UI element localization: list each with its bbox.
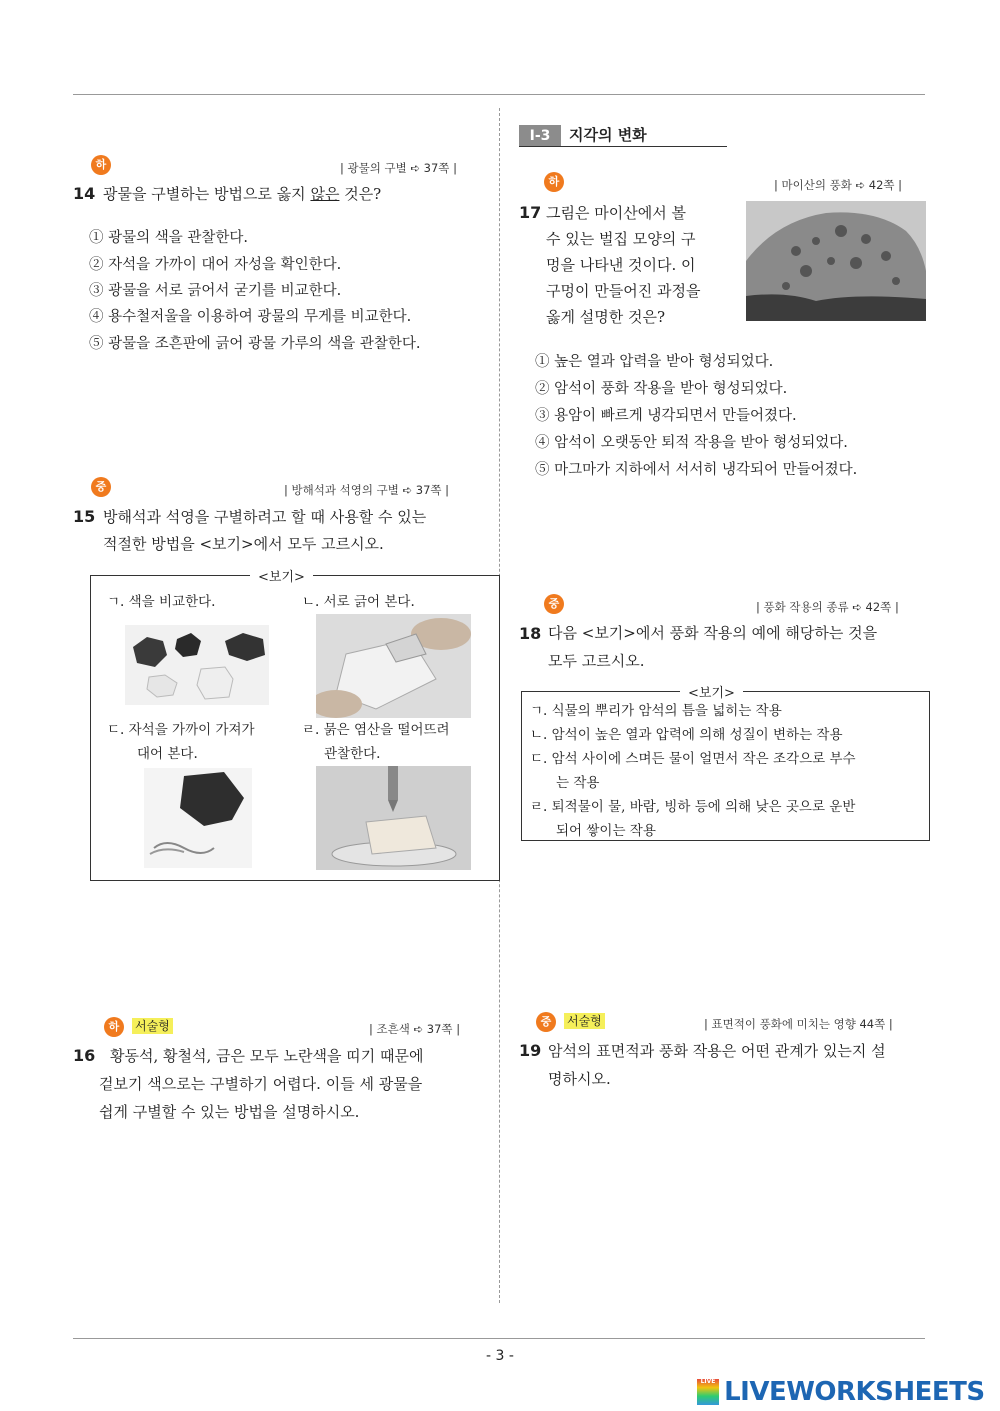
bogi-item-18-r: ㄹ. 퇴적물이 물, 바람, 빙하 등에 의해 낮은 곳으로 운반 [530, 799, 856, 815]
question-text-18-line1: 다음 <보기>에서 풍화 작용의 예에 해당하는 것을 [548, 624, 878, 642]
ref-q17: | 마이산의 풍화 ➪ 42쪽 | [774, 178, 903, 192]
level-badge-q19: 중 [536, 1012, 556, 1032]
bogi-item-15-r-cont: 관찰한다. [324, 746, 381, 762]
level-badge-q16: 하 [104, 1017, 124, 1037]
bogi-item-15-d-cont: 대어 본다. [137, 746, 198, 762]
acid-test-photo [316, 766, 471, 870]
level-badge-q17: 하 [544, 172, 564, 192]
level-badge-q18: 중 [544, 594, 564, 614]
ref-q14: | 광물의 구별 ➪ 37쪽 | [340, 161, 457, 175]
option-14-3[interactable]: ③ 광물을 서로 긁어서 굳기를 비교한다. [89, 283, 342, 299]
bogi-item-18-n: ㄴ. 암석이 높은 열과 압력에 의해 성질이 변하는 작용 [530, 727, 843, 743]
bogi-item-15-r: ㄹ. 묽은 염산을 떨어뜨려 [302, 722, 450, 738]
option-17-5[interactable]: ⑤ 마그마가 지하에서 서서히 냉각되어 만들어졌다. [535, 462, 858, 478]
question-text-17-line3: 멍을 나타낸 것이다. 이 [546, 256, 696, 274]
question-text-18-line2: 모두 고르시오. [548, 652, 645, 670]
ref-q19: | 표면적이 풍화에 미치는 영향 44쪽 | [704, 1017, 893, 1031]
question-text-16-line1: 황동석, 황철석, 금은 모두 노란색을 띠기 때문에 [110, 1047, 424, 1065]
ref-q15: | 방해석과 석영의 구별 ➪ 37쪽 | [284, 483, 450, 497]
level-badge-q15: 중 [91, 477, 111, 497]
brand-name: LIVEWORKSHEETS [724, 1377, 985, 1407]
ref-q16: | 조흔색 ➪ 37쪽 | [369, 1022, 461, 1036]
scratch-test-illustration [316, 614, 471, 718]
option-17-3[interactable]: ③ 용암이 빠르게 냉각되면서 만들어졌다. [535, 408, 797, 424]
option-17-1[interactable]: ① 높은 열과 압력을 받아 형성되었다. [535, 354, 774, 370]
question-text-19-line2: 명하시오. [548, 1070, 611, 1088]
question-text-15-line1: 방해석과 석영을 구별하려고 할 때 사용할 수 있는 [103, 508, 427, 526]
scratch-test-photo [316, 614, 471, 718]
question-number-18: 18 [519, 624, 542, 643]
question-number-14: 14 [73, 184, 96, 203]
bogi-item-18-r-cont: 되어 쌓이는 작용 [556, 823, 656, 839]
bottom-rule [73, 1338, 925, 1339]
top-rule [73, 94, 925, 95]
question-text-16-line3: 쉽게 구별할 수 있는 방법을 설명하시오. [99, 1103, 360, 1121]
level-badge-q14: 하 [91, 155, 111, 175]
option-14-5[interactable]: ⑤ 광물을 조흔판에 긁어 광물 가루의 색을 관찰한다. [89, 336, 421, 352]
question-number-17: 17 [519, 203, 542, 222]
question-text-17-line1: 그림은 마이산에서 볼 [546, 204, 686, 222]
minerals-photo [125, 625, 269, 705]
liveworksheets-logo[interactable] [697, 1377, 985, 1407]
minerals-illustration [125, 625, 269, 705]
option-14-4[interactable]: ④ 용수철저울을 이용하여 광물의 무게를 비교한다. [89, 309, 412, 325]
bogi-title-q18: <보기> [680, 682, 743, 701]
question-text-19-line1: 암석의 표면적과 풍화 작용은 어떤 관계가 있는지 설 [548, 1042, 886, 1060]
section-underline [519, 146, 727, 147]
question-text-17-line5: 옳게 설명한 것은? [546, 308, 666, 326]
magnet-illustration [144, 768, 252, 868]
option-14-2[interactable]: ② 자석을 가까이 대어 자성을 확인한다. [89, 257, 342, 273]
bogi-title-q15: <보기> [250, 566, 313, 585]
question-number-16: 16 [73, 1046, 96, 1065]
question-text-14: 광물을 구별하는 방법으로 옳지 않은 것은? [103, 185, 382, 203]
bogi-item-18-d-cont: 는 작용 [556, 775, 600, 791]
type-tag-q16: 서술형 [132, 1018, 173, 1034]
type-tag-q19: 서술형 [564, 1013, 605, 1029]
maisan-photo [746, 201, 926, 321]
question-text-17-line2: 수 있는 벌집 모양의 구 [546, 230, 696, 248]
ref-q18: | 풍화 작용의 종류 ➪ 42쪽 | [756, 600, 899, 614]
question-text-17-line4: 구멍이 만들어진 과정을 [546, 282, 701, 300]
magnet-photo [144, 768, 252, 868]
question-text-15-line2: 적절한 방법을 <보기>에서 모두 고르시오. [103, 535, 384, 553]
question-number-15: 15 [73, 507, 96, 526]
bogi-item-15-n: ㄴ. 서로 긁어 본다. [302, 594, 415, 610]
section-title: 지각의 변화 [569, 126, 647, 144]
option-17-2[interactable]: ② 암석이 풍화 작용을 받아 형성되었다. [535, 381, 788, 397]
section-tag: Ⅰ-3 [519, 125, 561, 147]
bogi-item-15-g: ㄱ. 색을 비교한다. [107, 594, 216, 610]
option-17-4[interactable]: ④ 암석이 오랫동안 퇴적 작용을 받아 형성되었다. [535, 435, 848, 451]
bogi-item-18-g: ㄱ. 식물의 뿌리가 암석의 틈을 넓히는 작용 [530, 703, 782, 719]
bogi-item-18-d: ㄷ. 암석 사이에 스며든 물이 얼면서 작은 조각으로 부수 [530, 751, 856, 767]
question-number-19: 19 [519, 1041, 542, 1060]
page-number: - 3 - [486, 1348, 514, 1364]
bogi-item-15-d: ㄷ. 자석을 가까이 가져가 [107, 722, 255, 738]
maisan-rock-illustration [746, 201, 926, 321]
live-badge-icon: LIVE [697, 1379, 719, 1405]
acid-test-illustration [316, 766, 471, 870]
option-14-1[interactable]: ① 광물의 색을 관찰한다. [89, 230, 248, 246]
question-text-16-line2: 겉보기 색으로는 구별하기 어렵다. 이들 세 광물을 [99, 1075, 423, 1093]
